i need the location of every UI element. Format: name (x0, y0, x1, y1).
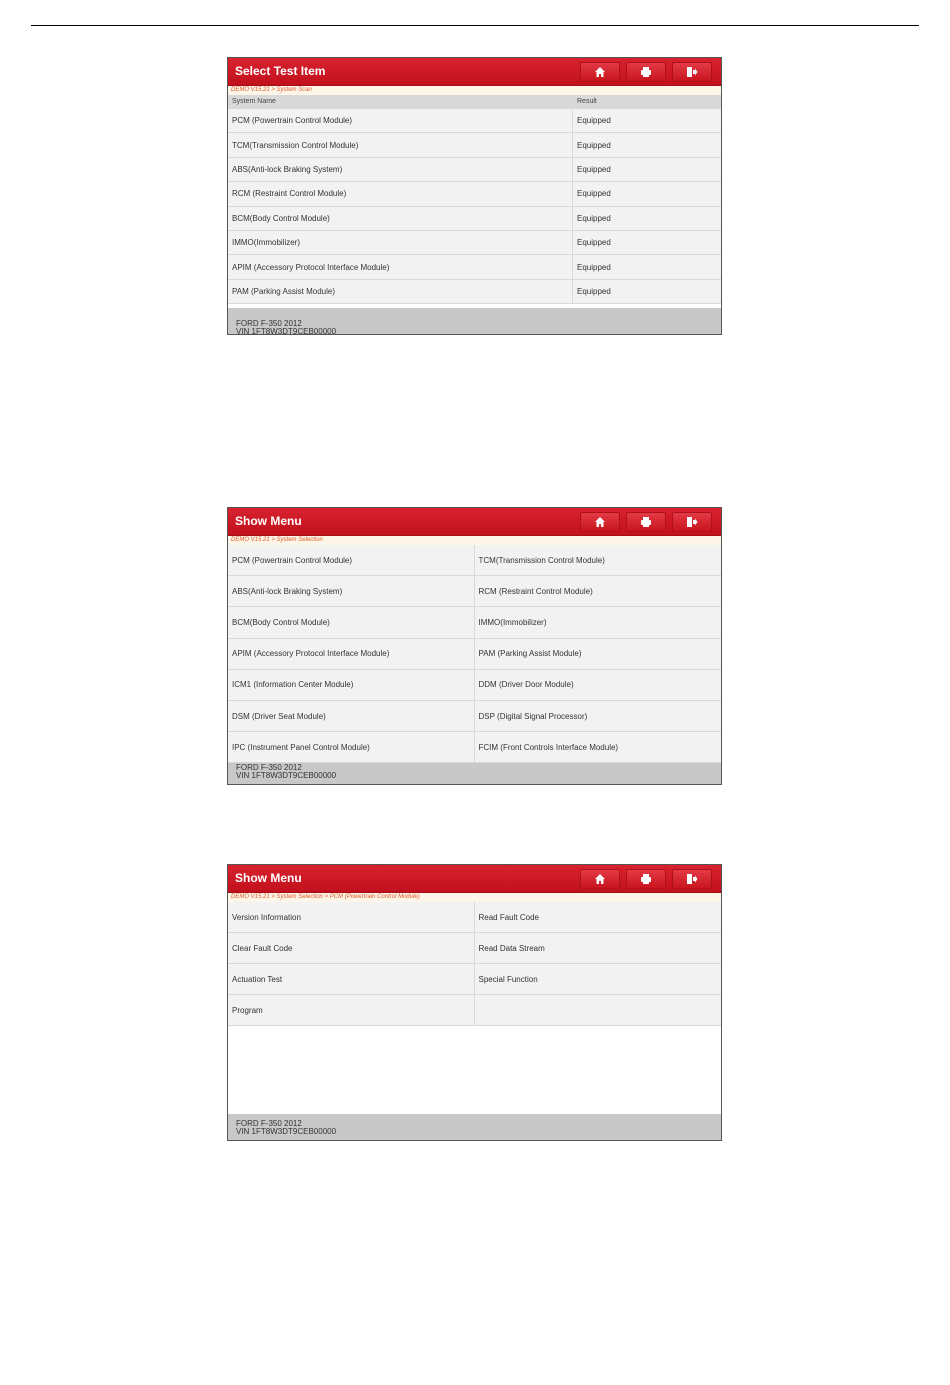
print-button[interactable] (626, 62, 666, 82)
breadcrumb: DEMO V15.21 > System Scan (228, 86, 721, 96)
title-bar (228, 865, 721, 893)
system-menu-item[interactable]: DDM (Driver Door Module) (475, 670, 722, 701)
home-button[interactable] (580, 512, 620, 532)
table-row-system-name[interactable]: PCM (Powertrain Control Module) (228, 109, 573, 133)
home-button[interactable] (580, 62, 620, 82)
print-icon (640, 516, 652, 528)
screen-title: Show Menu (235, 871, 302, 885)
exit-button[interactable] (672, 869, 712, 889)
home-icon (594, 66, 606, 78)
exit-icon (686, 516, 698, 528)
vehicle-vin: VIN 1FT8W3DT9CEB00000 (236, 327, 337, 335)
system-menu-item[interactable]: IMMO(Immobilizer) (475, 607, 722, 638)
system-menu-item[interactable]: BCM(Body Control Module) (228, 607, 475, 638)
exit-button[interactable] (672, 62, 712, 82)
table-row-result[interactable]: Equipped (573, 182, 721, 206)
table-row-system-name[interactable]: BCM(Body Control Module) (228, 207, 573, 231)
table-row-system-name[interactable]: APIM (Accessory Protocol Interface Module) (228, 255, 573, 279)
screen-title: Select Test Item (235, 64, 326, 78)
system-menu-item[interactable]: FCIM (Front Controls Interface Module) (475, 732, 722, 763)
column-header-system-name: System Name (228, 95, 573, 109)
vehicle-vin: VIN 1FT8W3DT9CEB00000 (236, 1127, 337, 1136)
vehicle-name: FORD F-350 2012 (236, 319, 302, 328)
exit-button[interactable] (672, 512, 712, 532)
function-menu-item[interactable]: Clear Fault Code (228, 933, 475, 964)
system-menu-item[interactable]: APIM (Accessory Protocol Interface Module) (228, 639, 475, 670)
print-icon (640, 873, 652, 885)
exit-icon (686, 66, 698, 78)
page-top-rule (31, 25, 919, 26)
system-menu-item[interactable]: IPC (Instrument Panel Control Module) (228, 732, 475, 763)
table-row-result[interactable]: Equipped (573, 231, 721, 255)
title-bar (228, 508, 721, 536)
table-row-result[interactable]: Equipped (573, 133, 721, 157)
screen-title: Show Menu (235, 514, 302, 528)
breadcrumb: DEMO V15.21 > System Selection > PCM (Powertrain Control Module) (228, 893, 721, 903)
home-icon (594, 516, 606, 528)
print-button[interactable] (626, 512, 666, 532)
vehicle-vin: VIN 1FT8W3DT9CEB00000 (236, 771, 337, 780)
breadcrumb: DEMO V15.21 > System Selection (228, 536, 721, 546)
function-menu-item[interactable]: Program (228, 995, 475, 1026)
show-menu-systems-screen (227, 507, 722, 785)
system-menu-item[interactable]: TCM(Transmission Control Module) (475, 545, 722, 576)
title-bar (228, 58, 721, 86)
table-row-system-name[interactable]: PAM (Parking Assist Module) (228, 280, 573, 304)
table-row-result[interactable]: Equipped (573, 207, 721, 231)
system-menu-item[interactable]: ICM1 (Information Center Module) (228, 670, 475, 701)
function-menu-item[interactable]: Special Function (475, 964, 722, 995)
function-menu-item[interactable]: Read Fault Code (475, 902, 722, 933)
table-row-result[interactable]: Equipped (573, 280, 721, 304)
vehicle-info-footer (228, 1114, 721, 1141)
table-row-result[interactable]: Equipped (573, 255, 721, 279)
vehicle-name: FORD F-350 2012 (236, 763, 302, 772)
home-icon (594, 873, 606, 885)
function-menu-item[interactable]: Read Data Stream (475, 933, 722, 964)
system-menu-item[interactable]: PCM (Powertrain Control Module) (228, 545, 475, 576)
table-row-system-name[interactable]: ABS(Anti-lock Braking System) (228, 158, 573, 182)
empty-menu-cell (475, 995, 722, 1026)
home-button[interactable] (580, 869, 620, 889)
print-icon (640, 66, 652, 78)
vehicle-name: FORD F-350 2012 (236, 1119, 302, 1128)
column-header-result: Result (573, 95, 721, 109)
table-row-result[interactable]: Equipped (573, 158, 721, 182)
show-menu-functions-screen (227, 864, 722, 1141)
function-menu-item[interactable]: Version Information (228, 902, 475, 933)
vehicle-info-footer (228, 308, 721, 335)
table-row-system-name[interactable]: RCM (Restraint Control Module) (228, 182, 573, 206)
system-menu-item[interactable]: PAM (Parking Assist Module) (475, 639, 722, 670)
exit-icon (686, 873, 698, 885)
print-button[interactable] (626, 869, 666, 889)
table-row-system-name[interactable]: TCM(Transmission Control Module) (228, 133, 573, 157)
system-menu-item[interactable]: RCM (Restraint Control Module) (475, 576, 722, 607)
table-row-system-name[interactable]: IMMO(Immobilizer) (228, 231, 573, 255)
system-menu-item[interactable]: DSM (Driver Seat Module) (228, 701, 475, 732)
system-menu-item[interactable]: DSP (Digital Signal Processor) (475, 701, 722, 732)
function-menu-item[interactable]: Actuation Test (228, 964, 475, 995)
table-row-result[interactable]: Equipped (573, 109, 721, 133)
select-test-item-screen (227, 57, 722, 335)
system-menu-item[interactable]: ABS(Anti-lock Braking System) (228, 576, 475, 607)
